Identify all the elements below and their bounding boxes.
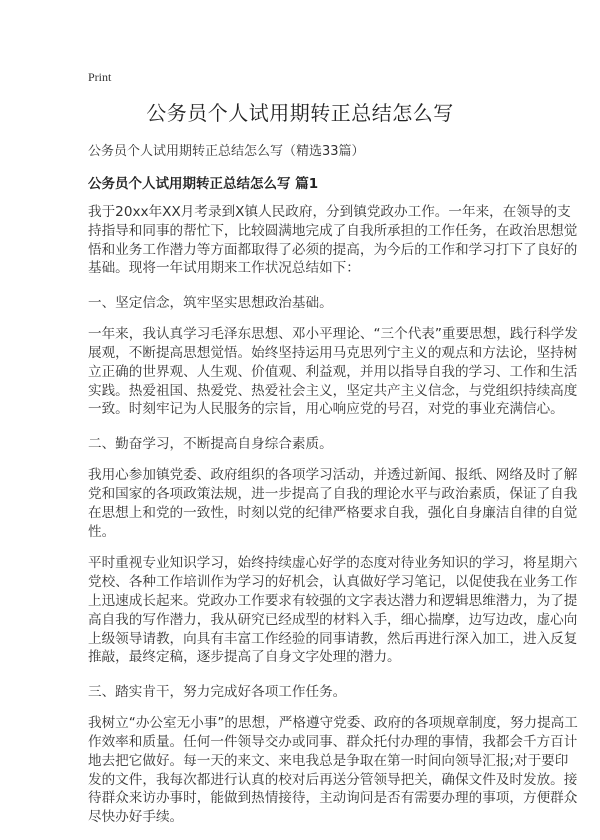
section-title: 三、踏实肯干，努力完成好各项工作任务。: [88, 684, 347, 701]
print-label[interactable]: Print: [88, 70, 112, 84]
document-page: [88, 70, 578, 840]
paragraph-line: 我用心参加镇党委、政府组织的各项学习活动，并透过新闻、报纸、网络及时了解: [88, 467, 578, 484]
paragraph-line: 待群众来访办事时，能做到热情接待，主动询问是否有需要办理的事项，方便群众: [88, 790, 578, 807]
paragraph: [88, 466, 578, 541]
document-body: [88, 203, 578, 827]
paragraph-line: 党校、各种工作培训作为学习的好机会，认真做好学习笔记，以促使我在业务工作: [88, 574, 578, 591]
paragraph-line: 悟和业务工作潜力等方面都取得了必须的提高，为今后的工作和学习打下了良好的: [88, 241, 578, 258]
paragraph: [88, 325, 578, 419]
paragraph-line: 作效率和质量。任何一件领导交办或同事、群众托付办理的事情，我都会千方百计: [88, 733, 578, 750]
paragraph-line: 地去把它做好。每一天的来文、来电我总是争取在第一时间向领导汇报;对于要印: [88, 752, 569, 769]
paragraph-line: 我于20xx年XX月考录到X镇人民政府，分到镇党政办工作。一年来，在领导的支: [88, 204, 571, 220]
paragraph-line: 在思想上和党的一致性，时刻以党的纪律严格要求自我，强化自身廉洁自律的自觉: [88, 504, 578, 521]
paragraph: [88, 554, 578, 667]
paragraph-line: 一致。时刻牢记为人民服务的宗旨，用心响应党的号召，对党的事业充满信心。: [88, 401, 564, 418]
paragraph-line: 展观，不断提高思想觉悟。始终坚持运用马克思列宁主义的观点和方法论，坚持树: [88, 344, 578, 361]
paragraph-line: 立正确的世界观、人生观、价值观、利益观，并用以指导自我的学习、工作和生活: [88, 363, 578, 380]
paragraph-line: 上级领导请教，向具有丰富工作经验的同事请教，然后再进行深入加工，进入反复: [88, 630, 578, 647]
paragraph-line: 性。: [88, 523, 116, 540]
document-subtitle: 公务员个人试用期转正总结怎么写（精选33篇）: [88, 144, 365, 159]
paragraph-line: 尽快办好手续。: [88, 809, 184, 826]
section-title: 一、坚定信念，筑牢坚实思想政治基础。: [88, 295, 333, 312]
paragraph-line: 平时重视专业知识学习，始终持续虚心好学的态度对待业务知识的学习，将星期六: [88, 555, 578, 572]
paragraph-line: 推敲，最终定稿，逐步提高了自身文字处理的潜力。: [88, 649, 401, 666]
section-heading: 公务员个人试用期转正总结怎么写 篇1: [88, 176, 319, 192]
paragraph-line: 我树立“办公室无小事”的思想，严格遵守党委、政府的各项规章制度，努力提高工: [88, 715, 578, 732]
paragraph-line: 实践。热爱祖国、热爱党、热爱社会主义，坚定共产主义信念，与党组织持续高度: [88, 382, 578, 399]
paragraph: [88, 714, 578, 827]
paragraph-line: 发的文件，我每次都进行认真的校对后再送分管领导把关，确保文件及时发放。接: [88, 771, 578, 788]
paragraph-line: 高自我的写作潜力，我从研究已经成型的材料入手，细心揣摩，边写边改，虚心向: [88, 611, 578, 628]
paragraph-line: 上迅速成长起来。党政办工作要求有较强的文字表达潜力和逻辑思维潜力，为了提: [88, 592, 578, 609]
paragraph-line: 党和国家的各项政策法规，进一步提高了自我的理论水平与政治素质，保证了自我: [88, 485, 578, 502]
document-title: 公务员个人试用期转正总结怎么写: [146, 101, 454, 125]
paragraph-line: 基础。现将一年试用期来工作状况总结如下：: [88, 260, 360, 277]
paragraph: [88, 203, 578, 278]
paragraph-line: 持指导和同事的帮忙下，比较圆满地完成了自我所承担的工作任务，在政治思想觉: [88, 222, 578, 239]
paragraph-line: 一年来，我认真学习毛泽东思想、邓小平理论、“三个代表”重要思想，践行科学发: [88, 326, 578, 343]
section-title: 二、勤奋学习，不断提高自身综合素质。: [88, 436, 333, 453]
